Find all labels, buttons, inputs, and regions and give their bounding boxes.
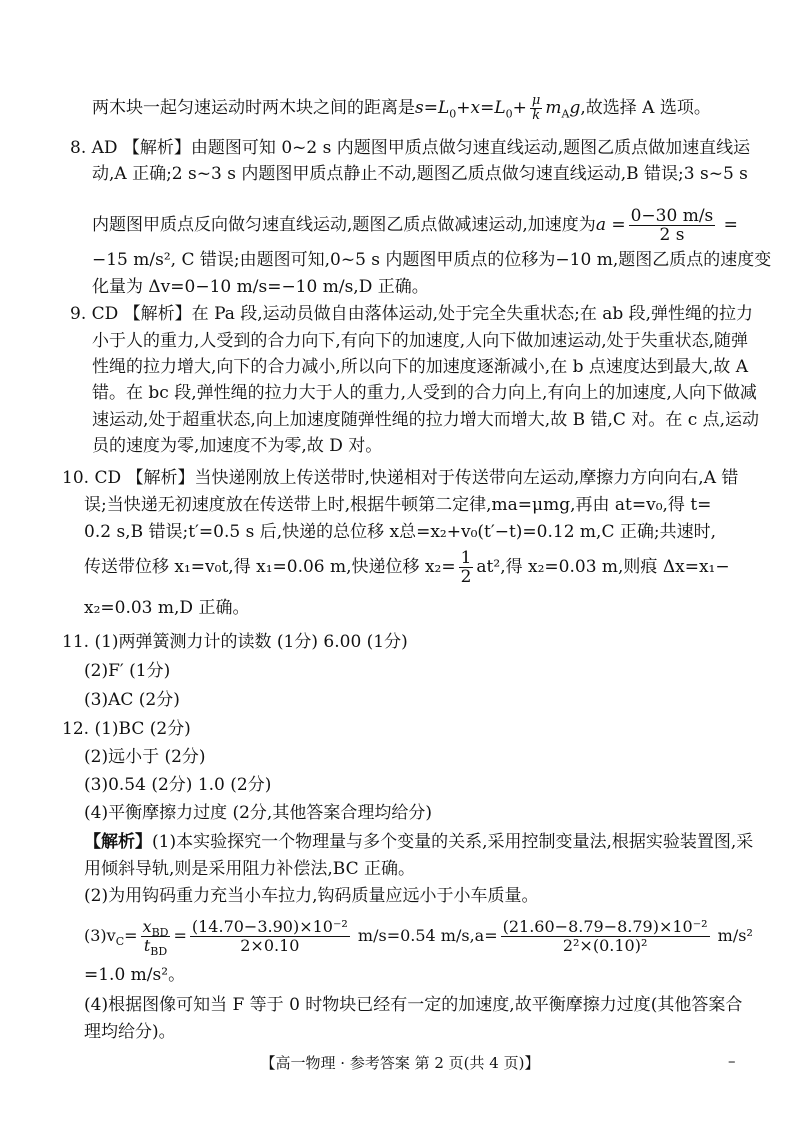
text-line-27: (2)为用钩码重力充当小车拉力,钩码质量应远小于小车质量。 bbox=[84, 886, 539, 906]
text-line-18: 11. (1)两弹簧测力计的读数 (1分) 6.00 (1分) bbox=[62, 632, 408, 652]
text-line-1: 两木块一起匀速运动时两木块之间的距离是$s=L_0+x=L_0+$ $\frac{\mu}{k}$ $m_Ag$,故选择 A 选项。 bbox=[92, 93, 711, 123]
text-line-16: 传送带位移 x₁=v₀t,得 x₁=0.06 m,快递位移 x₂= $\frac{1}{2}$ at²,得 x₂=0.03 m,则痕 Δx=x₁− bbox=[84, 548, 730, 587]
text-line-19: (2)F′ (1分) bbox=[84, 661, 171, 681]
text-line-10: 错。在 bc 段,弹性绳的拉力大于人的重力,人受到的合力向上,有向上的加速度,人向下做减 bbox=[92, 383, 757, 403]
text-line-24: (4)平衡摩擦力过度 (2分,其他答案合理均给分) bbox=[84, 803, 432, 823]
text-line-3: 动,A 正确;2 s~3 s 内题图甲质点静止不动,题图乙质点做匀速直线运动,B 错误;3 s~5 s bbox=[92, 164, 748, 184]
text-line-29: =1.0 m/s²。 bbox=[84, 965, 186, 985]
text-line-11: 速运动,处于超重状态,向上加速度随弹性绳的拉力增大而增大,故 B 错,C 对。在 c 点,运动 bbox=[92, 410, 760, 430]
text-line-12: 员的速度为零,加速度不为零,故 D 对。 bbox=[92, 436, 383, 456]
text-line-22: (2)远小于 (2分) bbox=[84, 747, 206, 767]
fraction-acceleration-calc: $\frac{\text{(21.60−8.79−8.79)×10⁻²}}{\text{2²×(0.10)²}}$ bbox=[502, 917, 708, 955]
text-line-13: 10. CD 【解析】当快递刚放上传送带时,快递相对于传送带向左运动,摩擦力方向向右,A 错 bbox=[62, 468, 739, 488]
text-line-15: 0.2 s,B 错误;t′=0.5 s 后,快递的总位移 x总=x₂+v₀(t′−t)=0.12 m,C 正确;共速时, bbox=[84, 522, 716, 542]
fraction-velocity-calc: $\frac{\text{(14.70−3.90)×10⁻²}}{2\times 0.10}$ bbox=[191, 917, 348, 955]
text-line-8: 小于人的重力,人受到的合力向下,有向下的加速度,人向下做加速运动,处于失重状态,随弹 bbox=[92, 331, 749, 351]
corner-mark: – bbox=[728, 1052, 736, 1070]
text-line-20: (3)AC (2分) bbox=[84, 690, 180, 710]
fraction-mu-over-k: $\frac{\mu}{k}$ bbox=[531, 93, 541, 123]
fraction-acceleration: $\frac{0-30 m/s}{2 s}$ bbox=[630, 206, 714, 245]
text-line-21: 12. (1)BC (2分) bbox=[62, 719, 191, 739]
text-line-5: −15 m/s², C 错误;由题图可知,0~5 s 内题图甲质点的位移为−10 m,题图乙质点的速度变 bbox=[92, 250, 772, 270]
page-footer: 【高一物理 · 参考答案 第 2 页(共 4 页)】 bbox=[260, 1054, 540, 1072]
text-line-14: 误;当快递无初速度放在传送带上时,根据牛顿第二定律,ma=μmg,再由 at=v₀,得 t= bbox=[84, 495, 712, 515]
text-line-23: (3)0.54 (2分) 1.0 (2分) bbox=[84, 775, 272, 795]
text-line-25: 【解析】(1)本实验探究一个物理量与多个变量的关系,采用控制变量法,根据实验装置图,采 bbox=[84, 832, 754, 852]
text-line-17: x₂=0.03 m,D 正确。 bbox=[84, 598, 250, 618]
text-line-26: 用倾斜导轨,则是采用阻力补偿法,BC 正确。 bbox=[84, 859, 416, 879]
text-line-6: 化量为 Δv=0−10 m/s=−10 m/s,D 正确。 bbox=[92, 277, 429, 297]
text-line-30: (4)根据图像可知当 F 等于 0 时物块已经有一定的加速度,故平衡摩擦力过度(其他答案合 bbox=[84, 995, 743, 1015]
fraction-one-half: $\frac{1}{2}$ bbox=[460, 548, 472, 587]
text-line-7: 9. CD 【解析】在 Pa 段,运动员做自由落体运动,处于完全失重状态;在 ab 段,弹性绳的拉力 bbox=[70, 304, 754, 324]
fraction-xbd-over-tbd: $\frac{x_{BD}}{t_{BD}}$ bbox=[142, 917, 169, 959]
text-line-9: 性绳的拉力增大,向下的合力减小,所以向下的加速度逐渐减小,在 b 点速度达到最大,故 A bbox=[92, 357, 748, 377]
text-line-2: 8. AD 【解析】由题图可知 0~2 s 内题图甲质点做匀速直线运动,题图乙质点做加速直线运 bbox=[70, 138, 751, 158]
text-line-4: 内题图甲质点反向做匀速直线运动,题图乙质点做减速运动,加速度为a = $\frac{0-30 m/s}{2 s}$ = bbox=[92, 206, 738, 245]
text-line-31: 理均给分)。 bbox=[84, 1022, 176, 1042]
text-line-28: $(3)v_C=$ $\frac{x_{BD}}{t_{BD}}$ = $\frac{\text{(14.70−3.90)×10⁻²}}{2\times 0.10}$ m/s=0.54 m/s,a= $\frac{\text{(21.60−8.79−8.79)×10⁻²}}{\text{2²×(0.10)²}}$ m/s² bbox=[84, 917, 753, 959]
